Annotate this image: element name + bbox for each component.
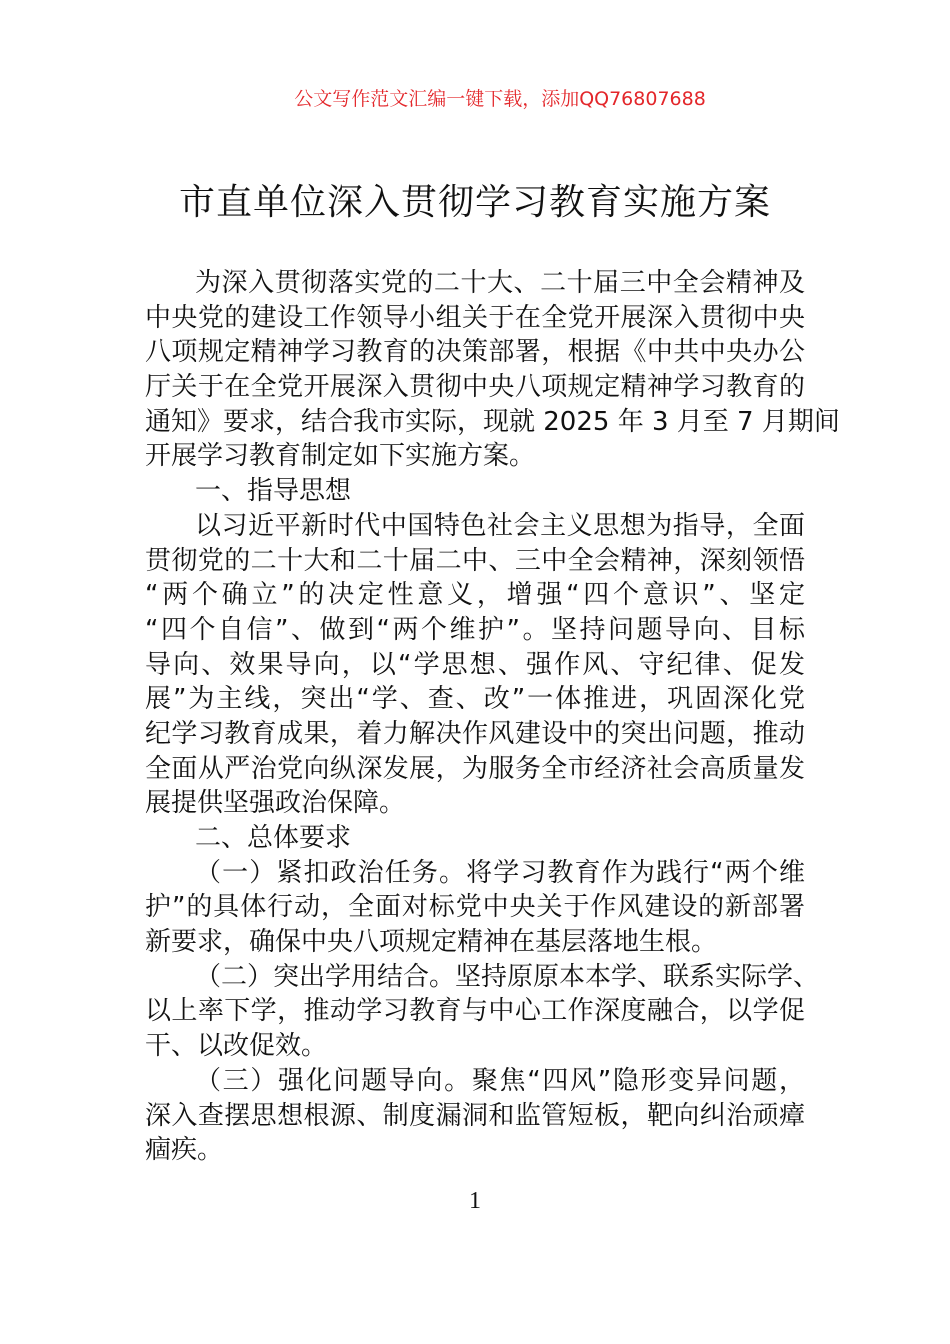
- text-line: 全面从严治党向纵深发展，为服务全市经济社会高质量发: [145, 753, 805, 784]
- text-line: 二、总体要求: [195, 823, 352, 853]
- paragraph: [145, 856, 805, 960]
- text-line: 痼疾。: [145, 1135, 224, 1166]
- text-line: 深入查摆思想根源、制度漏洞和监管短板，靶向纠治顽瘴: [145, 1100, 805, 1131]
- page-number: 1: [469, 1188, 481, 1214]
- section-heading: [145, 474, 805, 509]
- text-line: 导向、效果导向，以“学思想、强作风、守纪律、促发: [145, 649, 805, 680]
- text-line: （三）强化问题导向。聚焦“四风”隐形变异问题，: [195, 1065, 805, 1096]
- paragraph: [145, 1064, 805, 1168]
- text-line: “两个确立”的决定性意义，增强“四个意识”、坚定: [145, 580, 805, 611]
- paragraph: [145, 266, 840, 474]
- text-line: 展提供坚强政治保障。: [145, 788, 406, 819]
- text-line: 为深入贯彻落实党的二十大、二十届三中全会精神及: [195, 268, 805, 298]
- document-body: [145, 266, 840, 1168]
- text-line: 展”为主线，突出“学、查、改”一体推进，巩固深化党: [145, 684, 805, 715]
- text-line: 厅关于在全党开展深入贯彻中央八项规定精神学习教育的: [145, 372, 805, 403]
- text-line: 护”的具体行动，全面对标党中央关于作风建设的新部署: [145, 892, 805, 923]
- text-line: 干、以改促效。: [145, 1031, 328, 1062]
- text-line: 新要求，确保中央八项规定精神在基层落地生根。: [145, 927, 718, 958]
- text-line: 通知》要求，结合我市实际，现就 2025 年 3 月至 7 月期间: [145, 406, 840, 437]
- download-banner: 公文写作范文汇编一键下载，添加QQ76807688: [294, 88, 706, 110]
- text-line: 以上率下学，推动学习教育与中心工作深度融合，以学促: [145, 996, 805, 1027]
- text-line: 以习近平新时代中国特色社会主义思想为指导，全面: [195, 510, 805, 541]
- text-line: 一、指导思想: [195, 476, 352, 507]
- text-line: “四个自信”、做到“两个维护”。坚持问题导向、目标: [145, 614, 805, 645]
- text-line: 开展学习教育制定如下实施方案。: [145, 441, 536, 472]
- text-line: （一）紧扣政治任务。将学习教育作为践行“两个维: [195, 857, 805, 888]
- text-line: （二）突出学用结合。坚持原原本本学、联系实际学、: [195, 961, 820, 992]
- section-heading: [145, 821, 805, 856]
- text-line: 贯彻党的二十大和二十届二中、三中全会精神，深刻领悟: [145, 545, 805, 576]
- text-line: 纪学习教育成果，着力解决作风建设中的突出问题，推动: [145, 718, 805, 749]
- paragraph: [145, 960, 820, 1064]
- text-line: 中央党的建设工作领导小组关于在全党开展深入贯彻中央: [145, 302, 805, 333]
- document-title: 市直单位深入贯彻学习教育实施方案: [178, 182, 771, 223]
- text-line: 八项规定精神学习教育的决策部署，根据《中共中央办公: [145, 337, 805, 368]
- paragraph: [145, 509, 805, 821]
